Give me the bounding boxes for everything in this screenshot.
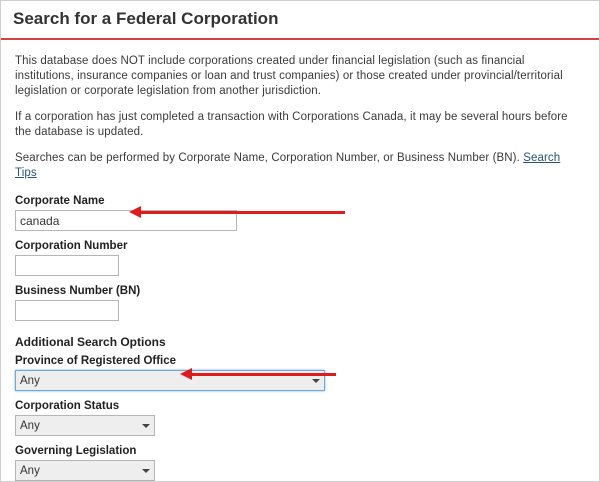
governing-legislation-field xyxy=(15,445,585,481)
intro-text xyxy=(15,54,585,181)
business-number-input[interactable] xyxy=(15,300,119,321)
intro-paragraph-2: If a corporation has just completed a transaction with Corporations Canada, it may be several hours before the database is updated. xyxy=(15,111,568,138)
intro-paragraph-3-text: Searches can be performed by Corporate Name, Corporation Number, or Business Number (BN). xyxy=(15,152,520,164)
additional-search-options-title: Additional Search Options xyxy=(15,335,166,349)
corporation-number-field xyxy=(15,240,585,276)
corporation-status-label: Corporation Status xyxy=(15,400,120,412)
search-tips-link[interactable]: Search Tips xyxy=(15,152,561,179)
corporate-name-label: Corporate Name xyxy=(15,195,105,207)
annotation-arrow-corporate-name xyxy=(140,211,345,214)
corporation-number-input[interactable] xyxy=(15,255,119,276)
province-label: Province of Registered Office xyxy=(15,355,177,367)
governing-legislation-select[interactable] xyxy=(15,460,155,481)
annotation-arrow-province xyxy=(191,373,336,376)
corporation-number-label: Corporation Number xyxy=(15,240,128,252)
governing-legislation-label: Governing Legislation xyxy=(15,445,137,457)
governing-legislation-select-wrap xyxy=(15,460,155,481)
business-number-field xyxy=(15,285,585,321)
corporation-status-select-wrap xyxy=(15,415,155,436)
business-number-label: Business Number (BN) xyxy=(15,285,141,297)
intro-paragraph-1: This database does NOT include corporations created under financial legislation (such as financial institutions, insurance companies or loan and trust companies) or those created under provincial/territorial legislation or corporate legislation from another jurisdiction. xyxy=(15,55,563,97)
corporation-status-select[interactable] xyxy=(15,415,155,436)
page-content xyxy=(1,40,599,481)
corporation-status-field xyxy=(15,400,585,436)
intro-paragraph-3 xyxy=(15,151,585,181)
page-title: Search for a Federal Corporation xyxy=(13,9,279,28)
